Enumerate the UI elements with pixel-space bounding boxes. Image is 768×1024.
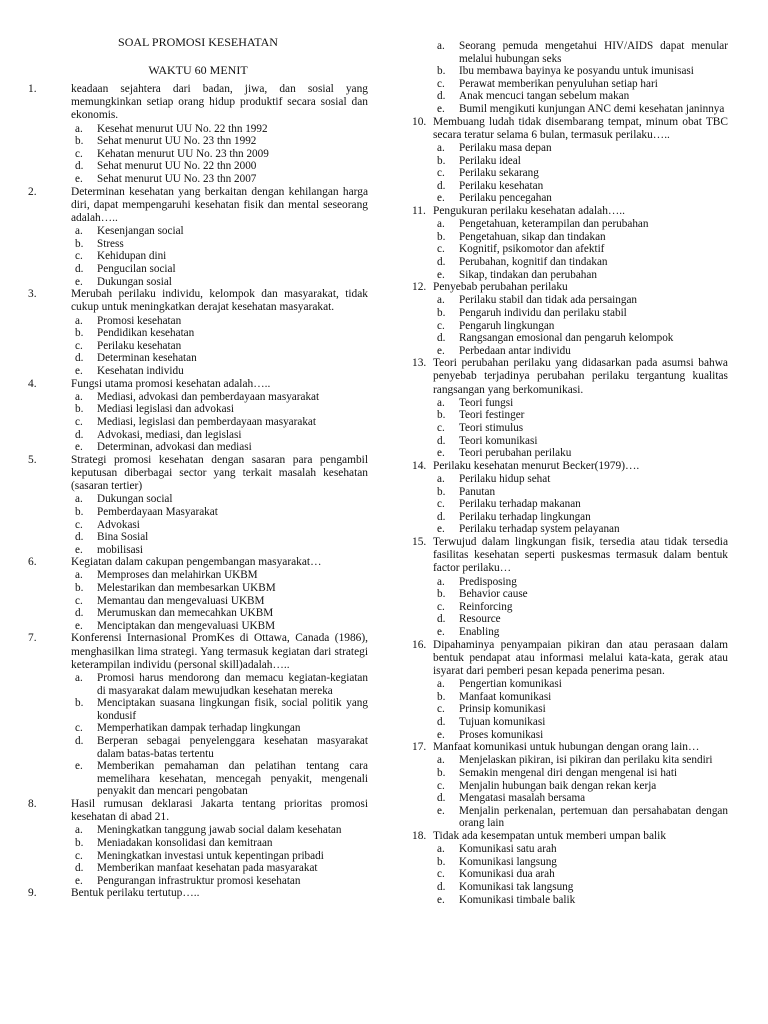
question-text: Teori perubahan perilaku yang didasarkan pada asumsi bahwa penyebab terjadinya perubahan perilaku tergantung kualitas rangsangan yang berkomunikasi. xyxy=(433,357,728,396)
question-number: 10. xyxy=(412,115,427,128)
option-d: d. Resource xyxy=(437,613,501,626)
option-b: b. Mediasi legislasi dan advokasi xyxy=(75,403,235,416)
option-a: a. Predisposing xyxy=(437,575,517,588)
option-d: d. Perilaku terhadap lingkungan xyxy=(437,510,591,523)
question-number: 15. xyxy=(412,536,427,549)
question-text: Penyebab perubahan perilaku xyxy=(433,281,568,294)
option-c: c. Menjalin hubungan baik dengan rekan kerja xyxy=(437,779,657,792)
option-a: a. Pengetahuan, keterampilan dan perubahan xyxy=(437,218,649,231)
option-e: e. Perilaku terhadap system pelayanan xyxy=(437,523,620,536)
option-a: a. Mediasi, advokasi dan pemberdayaan masyarakat xyxy=(75,390,320,403)
option-d: d. Mengatasi masalah bersama xyxy=(437,792,586,805)
question-number: 7. xyxy=(28,632,37,645)
question-5 xyxy=(28,454,368,557)
option-e: e. Sikap, tindakan dan perubahan xyxy=(437,268,597,281)
question-number: 2. xyxy=(28,185,37,198)
option-e: e. Proses komunikasi xyxy=(437,728,544,741)
option-b: b. Sehat menurut UU No. 23 thn 1992 xyxy=(75,135,257,148)
option-a: a. Meningkatkan tanggung jawab social dalam kesehatan xyxy=(75,824,342,837)
option-a: a. Pengertian komunikasi xyxy=(437,678,562,691)
question-text: Determinan kesehatan yang berkaitan dengan kehilangan harga diri, dapat mempengaruhi kesehatan fisik dan mental seseorang adalah….. xyxy=(71,185,368,224)
question-number: 3. xyxy=(28,288,37,301)
question-text: Membuang ludah tidak disembarang tempat, minum obat TBC secara teratur selama 6 bulan, termasuk perilaku….. xyxy=(433,115,728,141)
question-1 xyxy=(28,83,368,186)
question-text: Bentuk perilaku tertutup….. xyxy=(71,887,200,900)
left-column xyxy=(28,0,368,901)
question-number: 18. xyxy=(412,829,427,842)
question-text: Fungsi utama promosi kesehatan adalah….. xyxy=(71,377,271,390)
option-a: a. Memproses dan melahirkan UKBM xyxy=(75,569,258,582)
option-a: a. Komunikasi satu arah xyxy=(437,843,557,856)
question-text: Terwujud dalam lingkungan fisik, tersedia atau tidak tersedia fasilitas kesehatan seperti puskesmas termasuk dalam bentuk factor perilaku… xyxy=(433,536,728,575)
option-b: b. Behavior cause xyxy=(437,588,528,601)
question-text: Pengukuran perilaku kesehatan adalah….. xyxy=(433,204,625,217)
question-number: 12. xyxy=(412,281,427,294)
option-d: d. Advokasi, mediasi, dan legislasi xyxy=(75,428,242,441)
option-d: d. Sehat menurut UU No. 22 thn 2000 xyxy=(75,160,257,173)
option-d: d. Perubahan, kognitif dan tindakan xyxy=(437,255,608,268)
option-e: e. Menciptakan dan mengevaluasi UKBM xyxy=(75,619,276,632)
option-a: a. Kesehat menurut UU No. 22 thn 1992 xyxy=(75,122,268,135)
option-e: e. Perbedaan antar individu xyxy=(437,344,571,357)
option-b: b. Panutan xyxy=(437,485,496,498)
option-b: b. Meniadakan konsolidasi dan kemitraan xyxy=(75,837,273,849)
option-d: d. Merumuskan dan memecahkan UKBM xyxy=(75,607,274,620)
option-a: a. Dukungan social xyxy=(75,493,173,506)
option-d: d. Teori komunikasi xyxy=(437,434,538,447)
question-text: Tidak ada kesempatan untuk memberi umpan balik xyxy=(433,829,667,842)
option-c: c. Mediasi, legislasi dan pemberdayaan masyarakat xyxy=(75,415,317,428)
question-text: Manfaat komunikasi untuk hubungan dengan orang lain… xyxy=(433,741,700,754)
option-c: c. Prinsip komunikasi xyxy=(437,703,546,716)
option-d: d. Berperan sebagai penyelenggara kesehatan masyarakat dalam batas-batas tertentu xyxy=(75,735,368,760)
question-number: 17. xyxy=(412,741,427,754)
option-b: b. Komunikasi langsung xyxy=(437,855,557,868)
question-7 xyxy=(28,632,368,798)
question-number: 6. xyxy=(28,556,37,569)
question-text: Strategi promosi kesehatan dengan sasaran para pengambil keputusan diberbagai sector yang terkait masalah kesehatan (sasaran tertier) xyxy=(71,453,368,493)
option-e: e. mobilisasi xyxy=(75,543,143,556)
option-c: c. Kehidupan dini xyxy=(75,250,167,263)
option-a: a. Seorang pemuda mengetahui HIV/AIDS dapat menular melalui hubungan seks xyxy=(437,40,728,65)
option-a: a. Menjelaskan pikiran, isi pikiran dan perilaku kita sendiri xyxy=(437,754,713,767)
option-e: e. Perilaku pencegahan xyxy=(437,192,552,205)
option-a: a. Promosi harus mendorong dan memacu kegiatan-kegiatan di masyarakat dalam mewujudkan kesehatan mereka xyxy=(75,672,368,697)
option-c: c. Pengaruh lingkungan xyxy=(437,319,555,332)
question-9 xyxy=(28,887,368,900)
question-4 xyxy=(28,378,368,454)
option-e: e. Dukungan sosial xyxy=(75,275,172,288)
option-b: b. Perilaku ideal xyxy=(437,154,521,167)
option-a: a. Perilaku masa depan xyxy=(437,141,552,154)
question-8 xyxy=(28,798,368,887)
question-number: 5. xyxy=(28,453,37,466)
option-c: c. Memantau dan mengevaluasi UKBM xyxy=(75,594,265,607)
document-subtitle: WAKTU 60 MENIT xyxy=(148,63,248,77)
option-c: c. Kehatan menurut UU No. 23 thn 2009 xyxy=(75,147,269,160)
option-c: c. Perilaku terhadap makanan xyxy=(437,498,581,511)
option-b: b. Pengaruh individu dan perilaku stabil xyxy=(437,306,627,319)
question-text: Hasil rumusan deklarasi Jakarta tentang prioritas promosi kesehatan di abad 21. xyxy=(71,798,368,824)
question-3 xyxy=(28,288,368,377)
question-text: Dipahaminya penyampaian pikiran dan atau perasaan dalam bentuk pendapat atau informasi melalui kata-kata, gerak atau isyarat dari pemberi pesan kepada penerima pesan. xyxy=(433,638,728,678)
question-number: 13. xyxy=(412,357,427,370)
question-number: 16. xyxy=(412,638,427,651)
question-6 xyxy=(28,556,368,632)
question-2 xyxy=(28,186,368,289)
option-e: e. Bumil mengikuti kunjungan ANC demi kesehatan janinnya xyxy=(437,102,725,115)
question-number: 4. xyxy=(28,377,37,390)
option-c: c. Perilaku kesehatan xyxy=(75,339,182,352)
option-e: e. Kesehatan individu xyxy=(75,364,184,377)
question-16 xyxy=(412,639,728,742)
question-10 xyxy=(412,116,728,205)
question-14 xyxy=(412,460,728,536)
option-a: a. Teori fungsi xyxy=(437,396,514,409)
option-d: d. Tujuan komunikasi xyxy=(437,716,546,728)
question-11 xyxy=(412,205,728,281)
option-b: b. Teori festinger xyxy=(437,409,525,422)
question-number: 9. xyxy=(28,887,37,900)
option-b: b. Semakin mengenal diri dengan mengenal isi hati xyxy=(437,766,678,779)
option-c: c. Reinforcing xyxy=(437,600,513,613)
option-e: e. Pengurangan infrastruktur promosi kesehatan xyxy=(75,874,301,887)
option-c: c. Teori stimulus xyxy=(437,422,524,435)
option-e: e. Teori perubahan perilaku xyxy=(437,447,572,460)
option-b: b. Manfaat komunikasi xyxy=(437,690,552,703)
question-text: Konferensi Internasional PromKes di Ottawa, Canada (1986), menghasilkan lima strategi. Yang termasuk kegiatan dari strategi keterampilan individu (personal skill)adalah….. xyxy=(71,632,368,671)
option-c: c. Komunikasi dua arah xyxy=(437,868,555,881)
option-d: d. Bina Sosial xyxy=(75,531,149,544)
question-number: 8. xyxy=(28,798,37,810)
option-c: c. Perilaku sekarang xyxy=(437,167,539,180)
option-b: b. Pemberdayaan Masyarakat xyxy=(75,505,218,518)
option-a: a. Perilaku hidup sehat xyxy=(437,473,551,486)
option-d: d. Pengucilan social xyxy=(75,262,176,275)
question-text: Kegiatan dalam cakupan pengembangan masyarakat… xyxy=(71,556,322,569)
option-b: b. Menciptakan suasana lingkungan fisik, social politik yang kondusif xyxy=(75,697,368,722)
right-column xyxy=(412,38,728,906)
question-number: 11. xyxy=(412,204,426,217)
question-number: 14. xyxy=(412,459,427,472)
option-e: e. Sehat menurut UU No. 23 thn 2007 xyxy=(75,172,257,185)
option-e: e. Menjalin perkenalan, pertemuan dan persahabatan dengan orang lain xyxy=(437,804,728,830)
option-b: b. Ibu membawa bayinya ke posyandu untuk imunisasi xyxy=(437,65,694,78)
question-9-options xyxy=(412,38,728,116)
option-d: d. Perilaku kesehatan xyxy=(437,179,544,192)
question-text: Perilaku kesehatan menurut Becker(1979)…. xyxy=(433,459,640,472)
question-12 xyxy=(412,281,728,357)
option-e: e. Determinan, advokasi dan mediasi xyxy=(75,441,252,454)
question-text: keadaan sejahtera dari badan, jiwa, dan sosial yang memungkinkan setiap orang hidup produktif secara sosial dan ekonomis. xyxy=(71,83,368,122)
option-c: c. Kognitif, psikomotor dan afektif xyxy=(437,243,605,256)
document-title: SOAL PROMOSI KESEHATAN xyxy=(118,35,278,49)
question-17 xyxy=(412,741,728,830)
question-13 xyxy=(412,357,728,460)
question-number: 1. xyxy=(28,83,37,95)
option-b: b. Melestarikan dan membesarkan UKBM xyxy=(75,582,276,595)
question-text: Merubah perilaku individu, kelompok dan masyarakat, tidak cukup untuk meningkatkan derajat kesehatan masyarakat. xyxy=(71,288,368,314)
option-e: e. Komunikasi timbale balik xyxy=(437,893,576,906)
option-a: a. Perilaku stabil dan tidak ada persaingan xyxy=(437,294,638,307)
option-e: e. Enabling xyxy=(437,626,500,639)
option-c: c. Perawat memberikan penyuluhan setiap hari xyxy=(437,77,658,90)
option-d: d. Anak mencuci tangan sebelum makan xyxy=(437,90,630,103)
option-a: a. Promosi kesehatan xyxy=(75,314,182,327)
option-e: e. Memberikan pemahaman dan pelatihan tentang cara memelihara kesehatan, mencegah penyakit, mengenali penyakit dan mencari pengobatan xyxy=(75,760,368,798)
option-a: a. Kesenjangan social xyxy=(75,225,184,238)
question-18 xyxy=(412,830,728,906)
option-b: b. Pengetahuan, sikap dan tindakan xyxy=(437,230,606,243)
option-d: d. Determinan kesehatan xyxy=(75,352,197,365)
question-15 xyxy=(412,536,728,639)
option-d: d. Memberikan manfaat kesehatan pada masyarakat xyxy=(75,862,318,875)
option-b: b. Stress xyxy=(75,237,124,250)
option-d: d. Rangsangan emosional dan pengaruh kelompok xyxy=(437,332,674,345)
option-d: d. Komunikasi tak langsung xyxy=(437,880,574,893)
option-c: c. Memperhatikan dampak terhadap lingkungan xyxy=(75,722,301,735)
option-c: c. Advokasi xyxy=(75,518,140,531)
option-b: b. Pendidikan kesehatan xyxy=(75,327,195,340)
option-c: c. Meningkatkan investasi untuk kepentingan pribadi xyxy=(75,849,324,862)
